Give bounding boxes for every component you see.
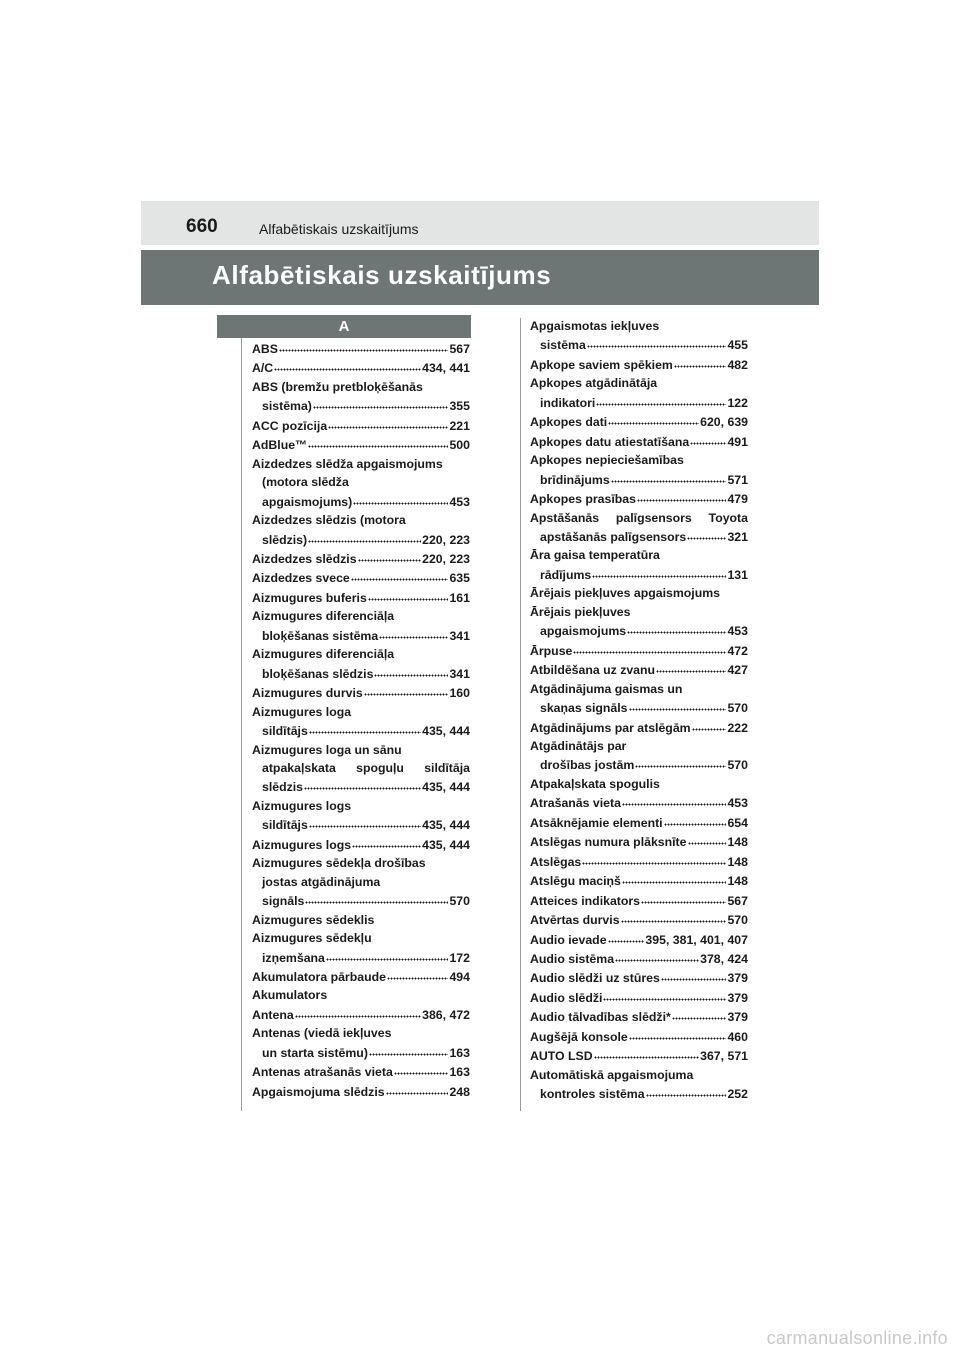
dot-leader	[313, 396, 449, 410]
index-entry-pages: 163	[449, 1065, 470, 1080]
index-entry	[252, 911, 470, 929]
index-entry-pages: 494	[449, 969, 470, 984]
center-column-rule	[520, 318, 521, 1111]
index-entry-pages: 148	[727, 854, 748, 869]
index-entry-pages: 570	[449, 894, 470, 909]
dot-leader	[646, 1084, 727, 1098]
index-entry	[252, 986, 470, 1004]
dot-leader	[387, 967, 449, 981]
index-entry-pages: 148	[727, 835, 748, 850]
index-entry	[252, 948, 470, 967]
index-entry-text: jostas atgādinājuma	[262, 874, 381, 889]
index-entry-pages: 220, 223	[422, 532, 470, 547]
index-entry-pages: 570	[727, 758, 748, 773]
dot-leader	[637, 489, 727, 503]
index-entry-text: bloķēšanas slēdzis	[262, 666, 374, 681]
dot-leader	[308, 435, 448, 449]
dot-leader	[304, 777, 421, 791]
index-entry-text: Apkopes atgādinātāja	[530, 376, 658, 391]
index-entry-text: Automātiskā apgaismojuma	[530, 1067, 694, 1082]
index-entry-text: Atrašanās vieta	[530, 796, 621, 811]
index-entry-text: Apkopes datu atiestatīšana	[530, 434, 690, 449]
index-entry-text: Akumulatora pārbaude	[252, 969, 386, 984]
dot-leader	[592, 565, 726, 579]
index-entry	[530, 393, 748, 412]
dot-leader	[661, 968, 727, 982]
index-entry	[530, 317, 748, 335]
dot-leader	[629, 698, 727, 712]
index-entry-text: Atslēgas numura plāksnīte	[530, 835, 687, 850]
index-entry-pages: 453	[449, 494, 470, 509]
index-column-left	[252, 339, 470, 1101]
index-entry-text: ABS	[252, 342, 278, 356]
index-entry-pages: 379	[727, 990, 748, 1005]
index-entry	[252, 703, 470, 721]
index-entry-pages: 221	[449, 418, 470, 433]
index-entry-text: Aizmugures sēdekļa drošības	[252, 856, 426, 871]
index-entry-text: Ārējais piekļuves	[530, 604, 631, 619]
index-entry-text: AdBlue™	[252, 438, 308, 453]
dot-leader	[364, 683, 449, 697]
index-entry-text: Atpakaļskata spogulis	[530, 776, 660, 791]
index-entry-pages: 341	[449, 628, 470, 643]
dot-leader	[674, 355, 727, 369]
index-entry-text: signāls	[262, 894, 305, 909]
dot-leader	[326, 948, 449, 962]
index-entry	[530, 793, 748, 812]
index-entry-text: izņemšana	[262, 950, 325, 965]
index-entry	[530, 451, 748, 469]
index-entry	[252, 378, 470, 396]
index-entry-text: Aizmugures diferenciāļa	[252, 647, 395, 662]
index-entry	[530, 1066, 748, 1084]
index-entry	[530, 603, 748, 621]
index-entry	[530, 374, 748, 392]
index-entry	[252, 1062, 470, 1081]
index-entry	[252, 396, 470, 415]
index-entry-pages: 131	[727, 567, 748, 582]
index-entry-text: Apkopes dati	[530, 415, 608, 430]
index-entry-text: slēdzis)	[262, 532, 308, 547]
index-entry	[530, 432, 748, 451]
index-entry-text: ABS (bremžu pretbloķēšanās	[252, 379, 423, 394]
index-entry	[252, 835, 470, 854]
index-entry	[530, 584, 748, 602]
index-column-right	[530, 317, 748, 1104]
index-entry	[252, 967, 470, 986]
index-entry-text: Audio sistēma	[530, 951, 615, 966]
dot-leader	[603, 988, 726, 1002]
dot-leader	[386, 1082, 449, 1096]
index-entry-text: Atgādinājuma gaismas un	[530, 681, 683, 696]
index-entry-pages: 435, 444	[422, 780, 470, 795]
index-entry-text: Antenas (viedā iekļuves	[252, 1026, 392, 1041]
index-entry-text: Aizdedzes svece	[252, 571, 350, 586]
dot-leader	[621, 910, 727, 924]
index-entry-text: brīdinājums	[540, 472, 610, 487]
page-number: 660	[186, 216, 218, 237]
dot-leader	[573, 641, 726, 655]
index-entry-pages: 427	[727, 663, 748, 678]
index-entry-pages: 455	[727, 338, 748, 353]
dot-leader	[687, 527, 726, 541]
index-entry-text: Antena	[252, 1007, 294, 1022]
index-entry-pages: 379	[727, 1010, 748, 1025]
index-entry	[252, 339, 470, 358]
index-entry-pages: 567	[449, 342, 470, 356]
index-entry	[530, 660, 748, 679]
index-entry	[530, 910, 748, 929]
index-entry-text: apgaismojums)	[262, 494, 353, 509]
index-entry	[530, 775, 748, 793]
index-entry-text: ACC pozīcija	[252, 418, 328, 433]
index-entry	[252, 492, 470, 511]
index-entry	[252, 664, 470, 683]
index-entry	[530, 355, 748, 374]
index-entry-pages: 453	[727, 796, 748, 811]
index-entry-text: AUTO LSD	[530, 1049, 593, 1064]
dot-leader	[328, 416, 448, 430]
index-entry-text: Atslēgas	[530, 854, 582, 869]
index-entry	[530, 891, 748, 910]
dot-leader	[664, 813, 727, 827]
index-entry-text: Aizdedzes slēdža apgaismojums	[252, 456, 443, 471]
index-entry-pages: 248	[449, 1084, 470, 1099]
index-entry	[530, 698, 748, 717]
index-entry	[530, 412, 748, 431]
index-entry-text: Atsāknējamie elementi	[530, 815, 663, 830]
index-entry-pages: 482	[727, 357, 748, 372]
dot-leader	[308, 530, 421, 544]
index-entry-text: sistēma	[540, 338, 586, 353]
index-entry-text: Audio tālvadības slēdži*	[530, 1010, 671, 1025]
index-entry-pages: 148	[727, 874, 748, 889]
index-entry	[530, 871, 748, 890]
index-entry-pages: 341	[449, 666, 470, 681]
dot-leader	[274, 358, 421, 372]
index-entry-text: Aizmugures loga	[252, 704, 352, 719]
index-entry	[252, 741, 470, 759]
index-entry-pages: 453	[727, 624, 748, 639]
index-entry-pages: 635	[449, 571, 470, 586]
watermark: carmanualsonline.info	[766, 1328, 948, 1348]
dot-leader	[582, 852, 726, 866]
index-entry-pages: 479	[727, 492, 748, 507]
index-entry	[252, 929, 470, 947]
index-entry-text: un starta sistēmu)	[262, 1045, 368, 1060]
index-entry	[530, 832, 748, 851]
index-entry-pages: 378, 424	[700, 951, 748, 966]
dot-leader	[305, 891, 448, 905]
index-entry-text: Aizmugures sēdeklis	[252, 912, 375, 927]
dot-leader	[279, 339, 449, 353]
index-entry	[530, 813, 748, 832]
index-entry-text: Audio slēdži	[530, 990, 603, 1005]
index-entry-text: sildītājs	[262, 724, 308, 739]
index-entry	[252, 873, 470, 891]
dot-leader	[688, 832, 727, 846]
index-entry	[252, 1024, 470, 1042]
index-entry-text: drošības jostām	[540, 758, 635, 773]
dot-leader	[622, 871, 727, 885]
index-entry-text: bloķēšanas sistēma	[262, 628, 379, 643]
index-entry-text: rādījums	[540, 567, 592, 582]
index-entry-pages: 620, 639	[700, 415, 748, 430]
index-entry	[252, 645, 470, 663]
dot-leader	[641, 891, 726, 905]
index-entry	[530, 755, 748, 774]
index-entry	[252, 473, 470, 491]
index-entry	[252, 416, 470, 435]
dot-leader	[309, 815, 421, 829]
index-entry-text: Aizmugures logs	[252, 798, 352, 813]
index-entry-text: Akumulators	[252, 988, 328, 1003]
index-entry-text: Atteices indikators	[530, 893, 641, 908]
index-entry	[530, 565, 748, 584]
index-entry	[530, 621, 748, 640]
index-entry-pages: 460	[727, 1029, 748, 1044]
index-entry	[252, 1082, 470, 1101]
index-entry	[252, 1043, 470, 1062]
dot-leader	[379, 626, 448, 640]
index-entry-pages: 491	[727, 434, 748, 449]
index-entry	[252, 568, 470, 587]
dot-leader	[622, 793, 727, 807]
index-entry	[530, 489, 748, 508]
index-entry-text: Augšējā konsole	[530, 1029, 628, 1044]
index-entry-text: Apgaismojuma slēdzis	[252, 1084, 385, 1099]
index-entry	[252, 759, 470, 777]
dot-leader	[635, 755, 726, 769]
index-entry	[530, 718, 748, 737]
index-entry	[252, 891, 470, 910]
index-entry-pages: 252	[727, 1087, 748, 1102]
index-entry	[252, 588, 470, 607]
index-entry-pages: 434, 441	[422, 361, 470, 376]
index-entry	[252, 721, 470, 740]
index-entry-text: Atslēgu maciņš	[530, 874, 621, 889]
index-entry-text: Atgādinājums par atslēgām	[530, 720, 691, 735]
index-entry	[252, 815, 470, 834]
dot-leader	[608, 930, 645, 944]
index-entry-text: Ārējais piekļuves apgaismojums	[530, 586, 721, 601]
index-entry-pages: 395, 381, 401, 407	[645, 932, 748, 947]
index-entry-pages: 160	[449, 686, 470, 701]
index-entry-text: Āra gaisa temperatūra	[530, 548, 660, 563]
index-entry-text: apstāšanās palīgsensors	[540, 529, 687, 544]
index-entry-text: Aizmugures durvis	[252, 686, 363, 701]
index-entry-pages: 435, 444	[422, 818, 470, 833]
index-entry	[252, 530, 470, 549]
left-column-rule	[241, 338, 242, 1111]
index-entry-text: A/C	[252, 361, 274, 376]
index-entry-pages: 435, 444	[422, 837, 470, 852]
dot-leader	[629, 1027, 727, 1041]
index-entry	[252, 854, 470, 872]
dot-leader	[594, 1046, 699, 1060]
index-entry-text: Aizdedzes slēdzis (motora	[252, 513, 406, 528]
index-entry	[530, 1084, 748, 1103]
index-entry-text: Apkopes prasības	[530, 492, 636, 507]
index-entry-text: slēdzis	[262, 780, 304, 795]
index-entry-pages: 220, 223	[422, 551, 470, 566]
index-entry-pages: 654	[727, 815, 748, 830]
index-entry-pages: 500	[449, 438, 470, 453]
dot-leader	[394, 1062, 449, 1076]
index-entry-pages: 571	[727, 472, 748, 487]
dot-leader	[656, 660, 726, 674]
index-entry	[252, 1005, 470, 1024]
dot-leader	[587, 335, 727, 349]
dot-leader	[368, 588, 449, 602]
index-entry-text: Audio ievade	[530, 932, 607, 947]
index-entry	[530, 1046, 748, 1065]
index-entry-pages: 172	[449, 950, 470, 965]
index-entry	[252, 607, 470, 625]
index-entry-text: Atbildēšana uz zvanu	[530, 663, 656, 678]
index-entry-pages: 161	[449, 590, 470, 605]
index-entry-pages: 472	[727, 643, 748, 658]
dot-leader	[615, 949, 699, 963]
index-entry-text: atpakaļskata spoguļu sildītāja	[262, 760, 470, 775]
index-entry	[252, 455, 470, 473]
index-entry-pages: 379	[727, 971, 748, 986]
index-entry-text: indikatori	[540, 395, 596, 410]
index-entry	[530, 737, 748, 755]
index-entry	[530, 1007, 748, 1026]
index-entry-text: Aizmugures diferenciāļa	[252, 609, 395, 624]
index-entry	[252, 511, 470, 529]
index-entry-pages: 570	[727, 701, 748, 716]
index-entry-text: Audio slēdži uz stūres	[530, 971, 660, 986]
dot-leader	[596, 393, 726, 407]
index-entry	[530, 1027, 748, 1046]
dot-leader	[358, 549, 422, 563]
index-entry-text: Atgādinātājs par	[530, 738, 627, 753]
index-entry	[252, 435, 470, 454]
dot-leader	[690, 432, 726, 446]
index-entry-text: Apgaismotas iekļuves	[530, 319, 660, 333]
dot-leader	[374, 664, 448, 678]
chapter-title: Alfabētiskais uzskaitījums	[212, 260, 552, 290]
index-entry-text: Apstāšanās palīgsensors Toyota	[530, 510, 748, 525]
index-entry	[530, 546, 748, 564]
index-entry	[252, 797, 470, 815]
dot-leader	[627, 621, 726, 635]
index-entry-text: sistēma)	[262, 399, 312, 414]
index-entry	[530, 930, 748, 949]
dot-leader	[309, 721, 421, 735]
index-entry-text: Aizmugures logs	[252, 837, 352, 852]
header-band	[141, 201, 819, 245]
index-entry	[530, 527, 748, 546]
index-entry-text: (motora slēdža	[262, 475, 349, 490]
index-entry	[252, 626, 470, 645]
dot-leader	[611, 470, 727, 484]
index-entry	[530, 335, 748, 354]
running-title: Alfabētiskais uzskaitījums	[259, 221, 419, 237]
index-entry-text: kontroles sistēma	[540, 1087, 645, 1102]
index-entry	[530, 680, 748, 698]
index-entry-pages: 321	[727, 529, 748, 544]
dot-leader	[351, 568, 449, 582]
index-entry-text: Aizmugures loga un sānu	[252, 742, 402, 757]
dot-leader	[352, 835, 421, 849]
index-entry-pages: 222	[727, 720, 748, 735]
index-entry	[252, 683, 470, 702]
index-entry	[530, 988, 748, 1007]
index-entry-text: skaņas signāls	[540, 701, 628, 716]
index-entry	[530, 470, 748, 489]
index-entry	[530, 968, 748, 987]
index-entry	[252, 358, 470, 377]
index-entry-text: Antenas atrašanās vieta	[252, 1065, 393, 1080]
dot-leader	[692, 718, 727, 732]
index-entry	[252, 549, 470, 568]
index-entry	[252, 777, 470, 796]
index-entry-text: Apkopes nepieciešamības	[530, 453, 684, 468]
index-entry-pages: 570	[727, 913, 748, 928]
index-entry-pages: 386, 472	[422, 1007, 470, 1022]
dot-leader	[295, 1005, 421, 1019]
index-entry-pages: 355	[449, 399, 470, 414]
dot-leader	[608, 412, 699, 426]
index-entry-pages: 435, 444	[422, 724, 470, 739]
index-entry-text: sildītājs	[262, 818, 308, 833]
index-entry-pages: 163	[449, 1045, 470, 1060]
index-entry	[530, 509, 748, 527]
index-entry	[530, 852, 748, 871]
index-entry-text: apgaismojums	[540, 624, 627, 639]
index-entry-pages: 367, 571	[700, 1049, 748, 1064]
index-entry-text: Ārpuse	[530, 643, 573, 658]
section-letter-header: A	[217, 315, 471, 338]
index-entry-text: Aizdedzes slēdzis	[252, 551, 357, 566]
dot-leader	[369, 1043, 449, 1057]
index-entry-text: Aizmugures sēdekļu	[252, 931, 372, 946]
index-entry-text: Atvērtas durvis	[530, 913, 620, 928]
index-entry-pages: 567	[727, 893, 748, 908]
index-entry-text: Apkope saviem spēkiem	[530, 357, 673, 372]
index-entry-pages: 122	[727, 395, 748, 410]
index-entry	[530, 949, 748, 968]
index-entry	[530, 641, 748, 660]
index-entry-text: Aizmugures buferis	[252, 590, 367, 605]
dot-leader	[672, 1007, 727, 1021]
dot-leader	[353, 492, 448, 506]
